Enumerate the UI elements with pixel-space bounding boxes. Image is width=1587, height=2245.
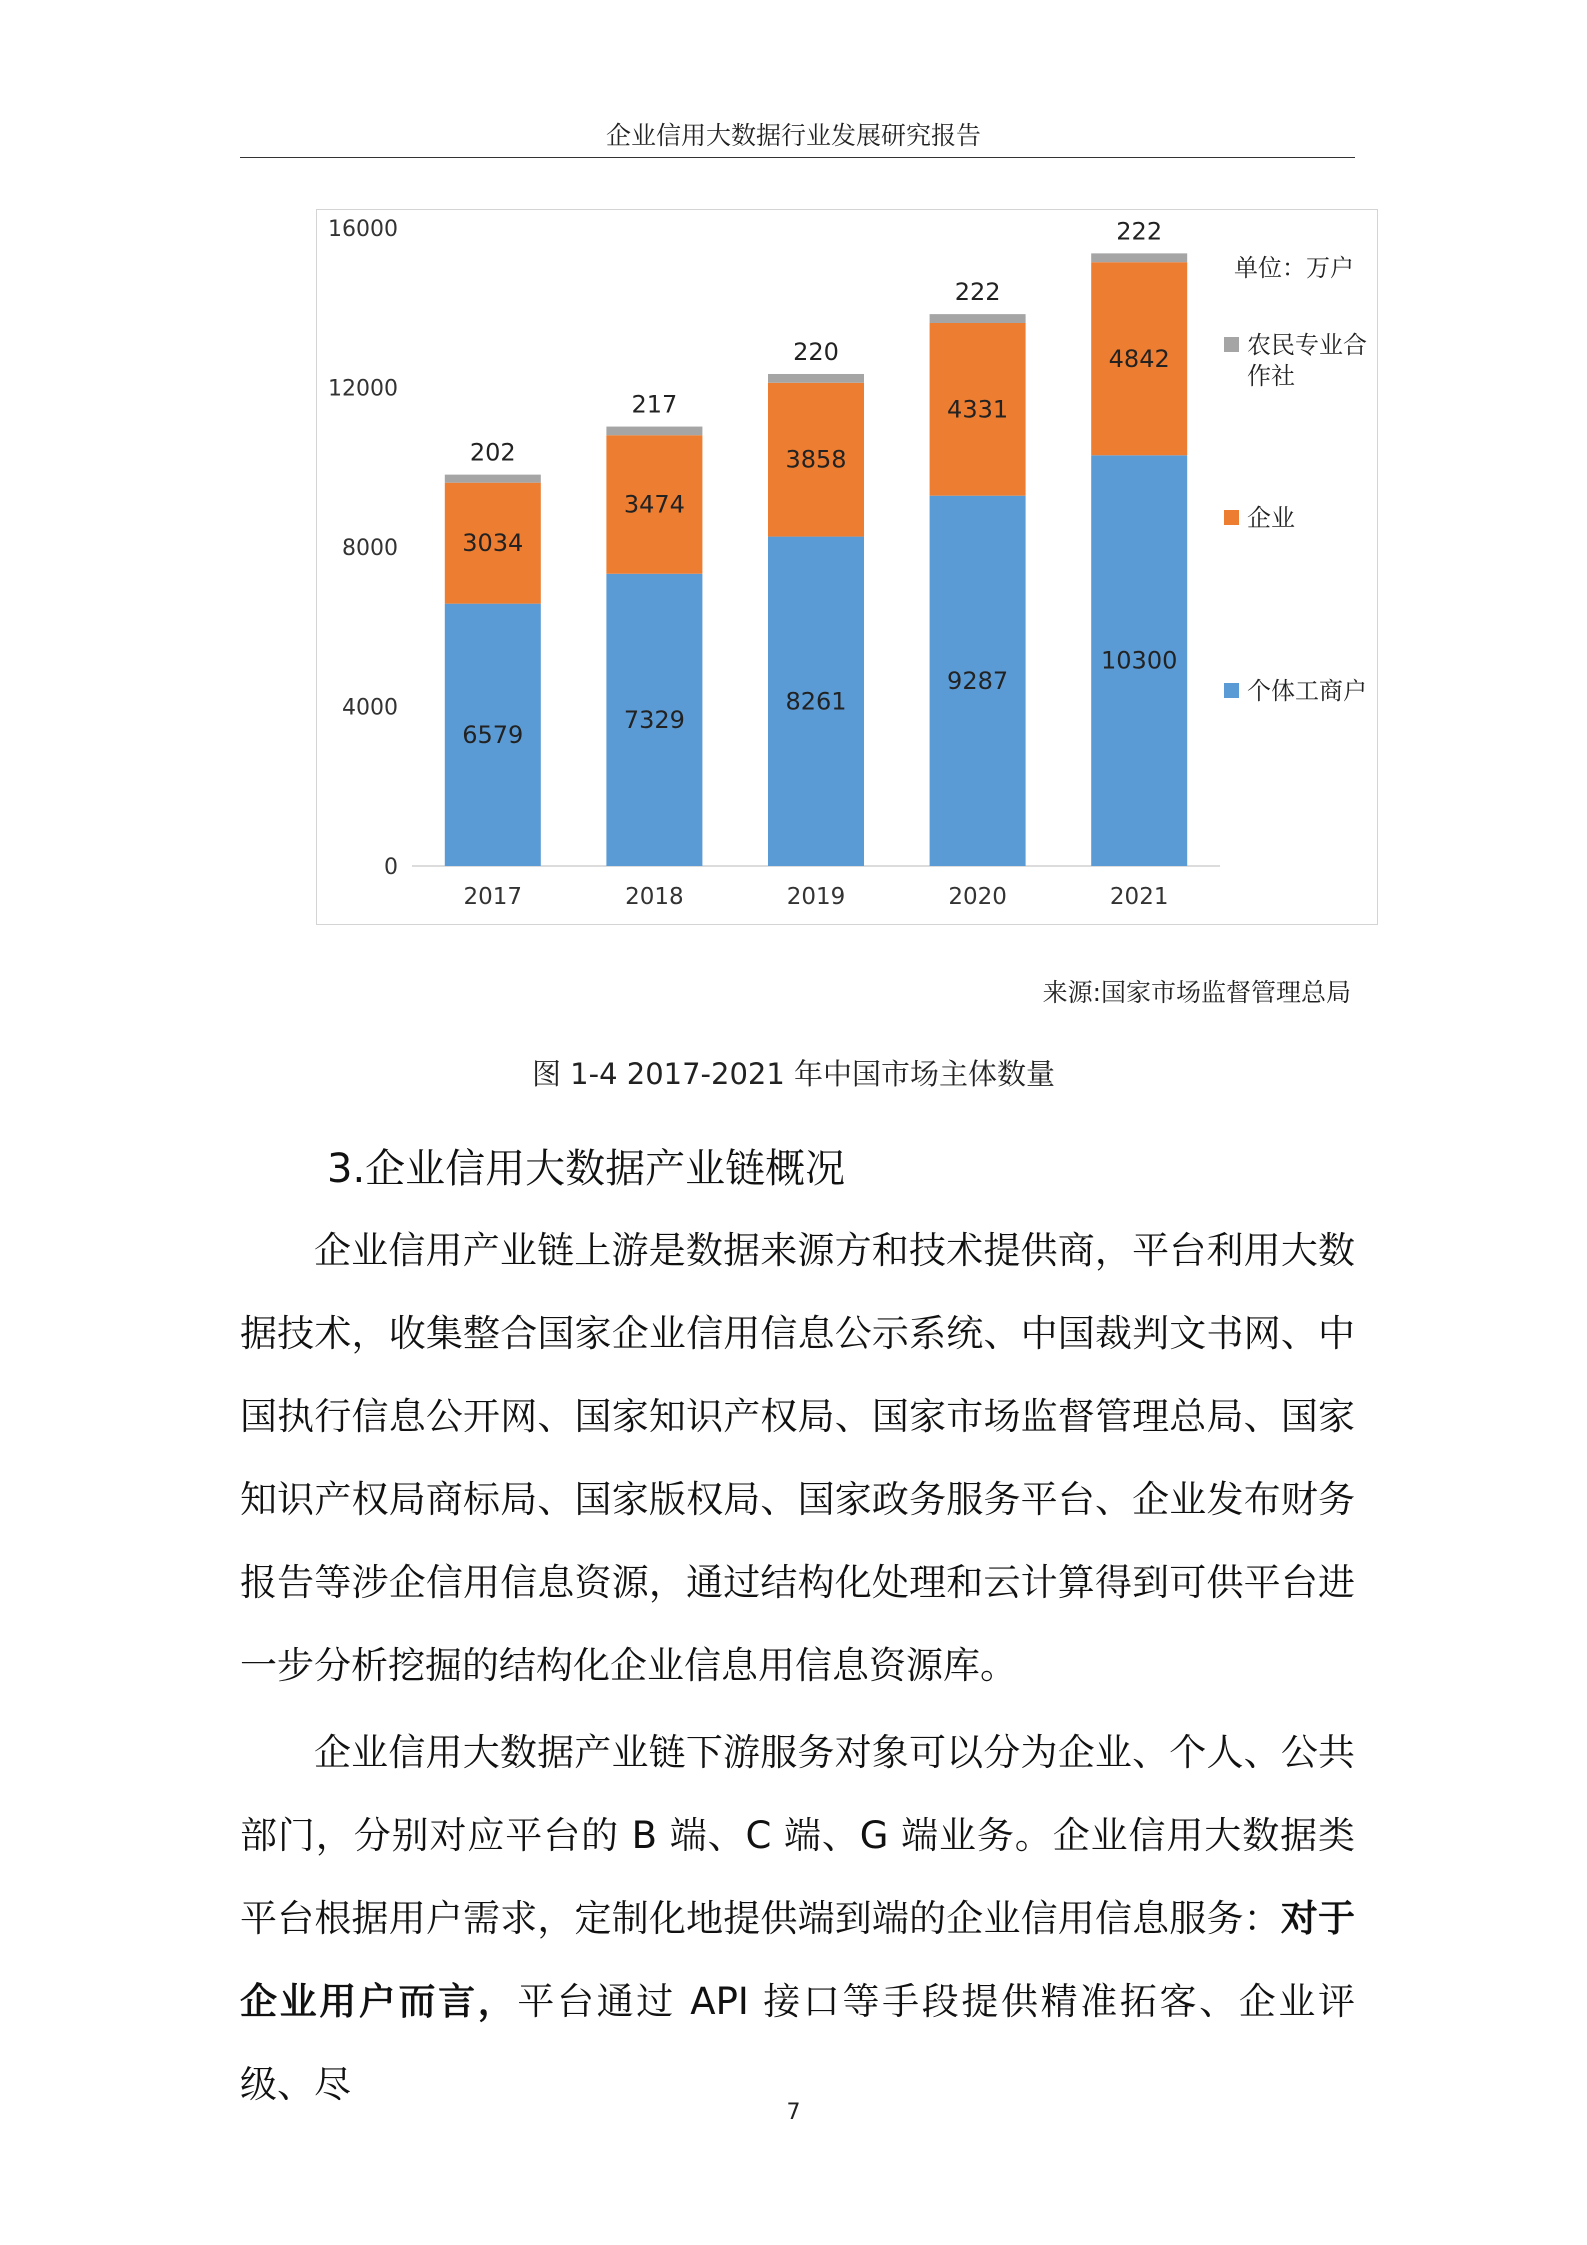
paragraph-downstream-text-end: 平台通过 API 接口等手段提供精准拓客、企业评级、尽 xyxy=(240,1980,1356,2106)
data-label: 4842 xyxy=(1108,344,1170,373)
bar-segment xyxy=(768,374,864,383)
paragraph-downstream xyxy=(240,1711,1355,2126)
legend-label: 企业 xyxy=(1247,504,1295,532)
x-tick-label: 2018 xyxy=(625,884,684,910)
y-tick-label: 12000 xyxy=(328,376,398,402)
legend-label-continued: 作社 xyxy=(1247,362,1295,390)
paragraph-upstream: 企业信用产业链上游是数据来源方和技术提供商，平台利用大数据技术，收集整合国家企业信用信息公示系统、中国裁判文书网、中国执行信息公开网、国家知识产权局、国家市场监督管理总局、国家知识产权局商标局、国家版权局、国家政务服务平台、企业发布财务报告等涉企信用信息资源，通过结构化处理和云计算得到可供平台进一步分析挖掘的结构化企业信息用信息资源库。 xyxy=(240,1229,1355,1687)
y-tick-label: 0 xyxy=(384,855,398,880)
data-label: 8261 xyxy=(785,687,847,716)
bar-segment xyxy=(606,427,702,436)
data-label: 3858 xyxy=(785,445,847,474)
y-tick-label: 8000 xyxy=(342,536,398,561)
data-label: 10300 xyxy=(1101,646,1178,675)
market-entities-chart xyxy=(316,209,1378,925)
data-label: 7329 xyxy=(623,705,685,734)
paragraph-downstream-text: 企业信用大数据产业链下游服务对象可以分为企业、个人、公共部门，分别对应平台的 B 端、C 端、G 端业务。企业信用大数据类平台根据用户需求，定制化地提供端到端的企业信用信息服务： xyxy=(240,1731,1355,1940)
data-label: 222 xyxy=(1116,217,1163,246)
legend-swatch xyxy=(1224,337,1239,352)
legend-label: 个体工商户 xyxy=(1247,677,1367,705)
x-tick-label: 2020 xyxy=(948,884,1007,910)
figure-caption: 图 1-4 2017-2021 年中国市场主体数量 xyxy=(531,1057,1056,1091)
data-label: 9287 xyxy=(947,666,1009,695)
header-divider xyxy=(240,157,1355,158)
legend-swatch xyxy=(1224,683,1239,698)
data-label: 222 xyxy=(954,278,1001,307)
data-label: 4331 xyxy=(947,395,1009,424)
bar-segment xyxy=(445,475,541,483)
data-label: 3474 xyxy=(623,490,685,519)
data-label: 3034 xyxy=(462,529,524,558)
x-tick-label: 2021 xyxy=(1109,884,1169,910)
y-tick-label: 4000 xyxy=(342,695,398,721)
data-label: 6579 xyxy=(462,720,524,749)
bar-segment xyxy=(1091,253,1187,262)
page-number: 7 xyxy=(786,2100,801,2125)
bar-segment xyxy=(930,314,1026,323)
section-heading: 3.企业信用大数据产业链概况 xyxy=(327,1146,846,1192)
page-header-title: 企业信用大数据行业发展研究报告 xyxy=(605,121,981,150)
data-label: 217 xyxy=(631,390,678,419)
x-tick-label: 2017 xyxy=(463,884,523,910)
paragraph-downstream-bold: 对于企业用户而言， xyxy=(240,1897,1356,2023)
y-tick-label: 16000 xyxy=(328,217,398,242)
data-label: 202 xyxy=(469,438,516,467)
figure-source: 来源:国家市场监督管理总局 xyxy=(1042,978,1351,1007)
unit-label: 单位：万户 xyxy=(1234,254,1354,282)
x-tick-label: 2019 xyxy=(786,884,846,910)
legend-swatch xyxy=(1224,510,1239,525)
legend-label: 农民专业合 xyxy=(1247,331,1367,359)
data-label: 220 xyxy=(793,337,839,366)
